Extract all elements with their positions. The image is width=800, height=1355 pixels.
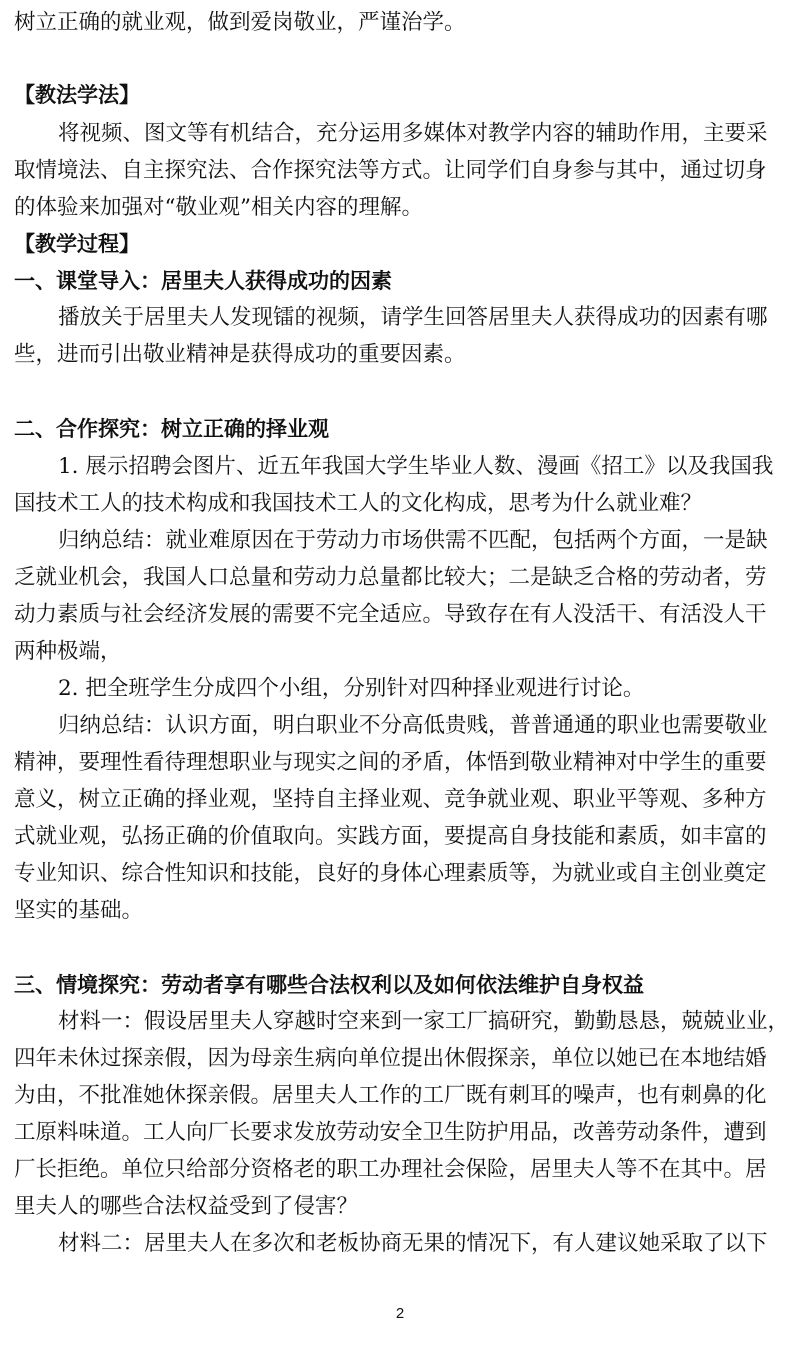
paragraph-line: 播放关于居里夫人发现镭的视频，请学生回答居里夫人获得成功的因素有哪 bbox=[58, 305, 768, 330]
subsection-heading: 二、合作探究：树立正确的择业观 bbox=[14, 417, 329, 441]
paragraph-line: 意义，树立正确的择业观，坚持自主择业观、竞争就业观、职业平等观、多种方 bbox=[14, 787, 767, 812]
paragraph-line: 两种极端， bbox=[14, 639, 122, 664]
section-heading: 【教法学法】 bbox=[14, 83, 140, 107]
paragraph-line: 式就业观，弘扬正确的价值取向。实践方面，要提高自身技能和素质，如丰富的 bbox=[14, 824, 767, 849]
paragraph-line: 动力素质与社会经济发展的需要不完全适应。导致存在有人没活干、有活没人干 bbox=[14, 602, 767, 627]
section-heading: 【教学过程】 bbox=[14, 232, 140, 256]
paragraph-line: 为由，不批准她休探亲假。居里夫人工作的工厂既有刺耳的噪声，也有刺鼻的化 bbox=[14, 1083, 767, 1108]
paragraph-line: 材料二：居里夫人在多次和老板协商无果的情况下，有人建议她采取了以下 bbox=[58, 1231, 768, 1256]
paragraph-line: 专业知识、综合性知识和技能，良好的身体心理素质等，为就业或自主创业奠定 bbox=[14, 861, 767, 886]
paragraph-line: 厂长拒绝。单位只给部分资格老的职工办理社会保险，居里夫人等不在其中。居 bbox=[14, 1157, 767, 1182]
subsection-heading: 一、课堂导入：居里夫人获得成功的因素 bbox=[14, 269, 392, 293]
paragraph-line: 取情境法、自主探究法、合作探究法等方式。让同学们自身参与其中，通过切身 bbox=[14, 158, 767, 183]
paragraph-line: 些，进而引出敬业精神是获得成功的重要因素。 bbox=[14, 342, 466, 367]
paragraph-line: 乏就业机会，我国人口总量和劳动力总量都比较大；二是缺乏合格的劳动者，劳 bbox=[14, 565, 767, 590]
paragraph-line: 归纳总结：就业难原因在于劳动力市场供需不匹配，包括两个方面，一是缺 bbox=[58, 528, 768, 553]
paragraph-line: 将视频、图文等有机结合，充分运用多媒体对教学内容的辅助作用，主要采 bbox=[58, 121, 768, 146]
paragraph-line: 精神，要理性看待理想职业与现实之间的矛盾，体悟到敬业精神对中学生的重要 bbox=[14, 750, 767, 775]
paragraph-line: 的体验来加强对“敬业观”相关内容的理解。 bbox=[14, 195, 423, 220]
body-text-line: 树立正确的就业观，做到爱岗敬业，严谨治学。 bbox=[14, 10, 466, 35]
paragraph-line: 材料一：假设居里夫人穿越时空来到一家工厂搞研究，勤勤恳恳，兢兢业业， bbox=[58, 1009, 790, 1034]
paragraph-line: 坚实的基础。 bbox=[14, 898, 144, 923]
paragraph-line: 1. 展示招聘会图片、近五年我国大学生毕业人数、漫画《招工》以及我国我 bbox=[58, 454, 774, 479]
subsection-heading: 三、情境探究：劳动者享有哪些合法权利以及如何依法维护自身权益 bbox=[14, 973, 644, 997]
paragraph-line: 国技术工人的技术构成和我国技术工人的文化构成，思考为什么就业难？ bbox=[14, 491, 703, 516]
paragraph-line: 工原料味道。工人向厂长要求发放劳动安全卫生防护用品，改善劳动条件，遭到 bbox=[14, 1120, 767, 1145]
paragraph-line: 归纳总结：认识方面，明白职业不分高低贵贱，普普通通的职业也需要敬业 bbox=[58, 713, 768, 738]
page-number: 2 bbox=[395, 1305, 405, 1322]
paragraph-line: 四年未休过探亲假，因为母亲生病向单位提出休假探亲，单位以她已在本地结婚 bbox=[14, 1046, 767, 1071]
paragraph-line: 里夫人的哪些合法权益受到了侵害？ bbox=[14, 1194, 359, 1219]
paragraph-line: 2. 把全班学生分成四个小组，分别针对四种择业观进行讨论。 bbox=[58, 676, 645, 701]
